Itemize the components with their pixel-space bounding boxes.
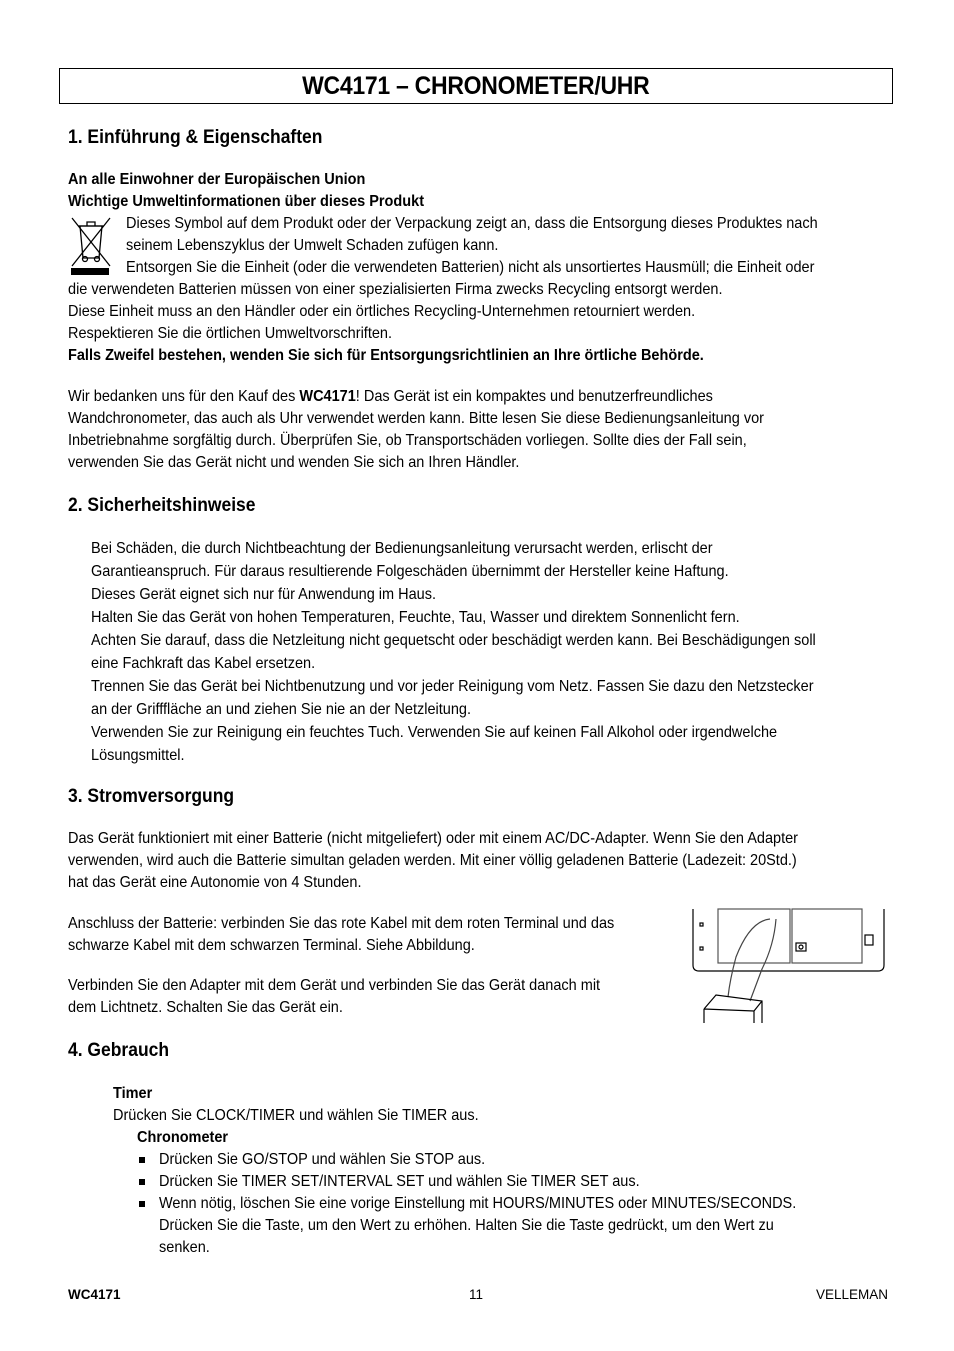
safety-line: Achten Sie darauf, dass die Netzleitung nicht gequetscht oder beschädigt werden kann. Bei Beschädigungen soll xyxy=(91,632,816,649)
eu-line-6: Respektieren Sie die örtlichen Umweltvorschriften. xyxy=(68,325,393,342)
list-item-text: Wenn nötig, löschen Sie eine vorige Einstellung mit HOURS/MINUTES oder MINUTES/SECONDS. xyxy=(159,1195,797,1212)
safety-line: an der Grifffläche an und ziehen Sie nie an der Netzleitung. xyxy=(91,701,472,718)
safety-line: Verwenden Sie zur Reinigung ein feuchtes Tuch. Verwenden Sie auf keinen Fall Alkohol oder irgendwelche xyxy=(91,724,778,741)
safety-line: Bei Schäden, die durch Nichtbeachtung der Bedienungsanleitung verursacht werden, erlischt der xyxy=(91,540,713,557)
thanks-line-3: Inbetriebnahme sorgfältig durch. Überprüfen Sie, ob Transportschäden vorliegen. Sollte dies der Fall sein, xyxy=(68,432,747,449)
section-3-heading: 3. Stromversorgung xyxy=(68,786,235,807)
chrono-label: Chronometer xyxy=(137,1129,229,1146)
safety-line: Dieses Gerät eignet sich nur für Anwendung im Haus. xyxy=(91,586,437,603)
thanks-pre: Wir bedanken uns für den Kauf des xyxy=(68,388,300,405)
list-item-text: Drücken Sie GO/STOP und wählen Sie STOP aus. xyxy=(159,1151,486,1168)
thanks-model: WC4171 xyxy=(299,388,356,405)
footer-model: WC4171 xyxy=(68,1287,121,1302)
list-item-text: Drücken Sie die Taste, um den Wert zu erhöhen. Halten Sie die Taste gedrückt, um den Wert zu xyxy=(159,1217,774,1234)
eu-bold-note: Falls Zweifel bestehen, wenden Sie sich für Entsorgungsrichtlinien an Ihre örtliche Behörde. xyxy=(68,347,704,364)
battery-connection-figure xyxy=(690,905,886,1027)
power-line: dem Lichtnetz. Schalten Sie das Gerät ein. xyxy=(68,999,343,1016)
safety-text xyxy=(91,537,891,767)
weee-bin-icon xyxy=(68,212,114,278)
power-line: schwarze Kabel mit dem schwarzen Terminal. Siehe Abbildung. xyxy=(68,937,475,954)
safety-line: Halten Sie das Gerät von hohen Temperaturen, Feuchte, Tau, Wasser und direktem Sonnenlicht fern. xyxy=(91,609,740,626)
power-line: verwenden, wird auch die Batterie simultan geladen werden. Mit einer völlig geladenen Batterie (Ladezeit: 20Std.) xyxy=(68,852,797,869)
eu-heading-1: An alle Einwohner der Europäischen Union xyxy=(68,171,366,188)
power-line: hat das Gerät eine Autonomie von 4 Stunden. xyxy=(68,874,362,891)
list-item xyxy=(137,1171,893,1193)
power-paragraph-1 xyxy=(68,828,888,894)
list-item-text: Drücken Sie TIMER SET/INTERVAL SET und wählen Sie TIMER SET aus. xyxy=(159,1173,640,1190)
timer-label: Timer xyxy=(113,1085,153,1102)
section-1-heading: 1. Einführung & Eigenschaften xyxy=(68,127,323,148)
section-4-heading: 4. Gebrauch xyxy=(68,1040,170,1061)
title-box xyxy=(59,68,893,104)
safety-line: Trennen Sie das Gerät bei Nichtbenutzung und vor jeder Reinigung vom Netz. Fassen Sie dazu den Netzstecker xyxy=(91,678,814,695)
power-paragraph-2 xyxy=(68,913,678,957)
eu-heading-2: Wichtige Umweltinformationen über dieses Produkt xyxy=(68,193,425,210)
safety-line: Lösungsmittel. xyxy=(91,747,185,764)
power-paragraph-3 xyxy=(68,975,678,1019)
thanks-line-2: Wandchronometer, das auch als Uhr verwendet werden kann. Bitte lesen Sie diese Bedienungsanleitung vor xyxy=(68,410,764,427)
thanks-post: ! Das Gerät ist ein kompaktes und benutzerfreundliches xyxy=(355,388,713,405)
footer-page-number: 11 xyxy=(469,1287,484,1302)
list-item xyxy=(137,1149,893,1171)
eu-line-2: seinem Lebenszyklus der Umwelt Schaden zufügen kann. xyxy=(126,237,499,254)
safety-line: eine Fachkraft das Kabel ersetzen. xyxy=(91,655,316,672)
chrono-steps xyxy=(137,1149,893,1259)
list-item-text: senken. xyxy=(159,1239,210,1256)
list-item xyxy=(137,1193,893,1259)
thanks-line-1 xyxy=(68,386,831,408)
eu-line-4: die verwendeten Batterien müssen von einer spezialisierten Firma zwecks Recycling entsorgt werden. xyxy=(68,281,723,298)
page-title: WC4171 – CHRONOMETER/UHR xyxy=(302,72,650,100)
eu-text-indented xyxy=(126,213,896,279)
safety-line: Garantieanspruch. Für daraus resultierende Folgeschäden übernimmt der Hersteller keine Haftung. xyxy=(91,563,729,580)
eu-line-3: Entsorgen Sie die Einheit (oder die verwendeten Batterien) nicht als unsortiertes Hausmüll; die Einheit oder xyxy=(126,259,815,276)
eu-headings xyxy=(68,169,888,213)
eu-line-5: Diese Einheit muss an den Händler oder ein örtliches Recycling-Unternehmen retourniert werden. xyxy=(68,303,696,320)
section-2-heading: 2. Sicherheitshinweise xyxy=(68,495,256,516)
thanks-line-4: verwenden Sie das Gerät nicht und wenden Sie sich an Ihren Händler. xyxy=(68,454,520,471)
timer-text: Drücken Sie CLOCK/TIMER und wählen Sie TIMER aus. xyxy=(113,1107,479,1124)
usage-block xyxy=(113,1083,893,1259)
power-line: Das Gerät funktioniert mit einer Batterie (nicht mitgeliefert) oder mit einem AC/DC-Adapter. Wenn Sie den Adapter xyxy=(68,830,799,847)
power-line: Verbinden Sie den Adapter mit dem Gerät und verbinden Sie das Gerät danach mit xyxy=(68,977,601,994)
eu-line-1: Dieses Symbol auf dem Produkt oder der Verpackung zeigt an, dass die Entsorgung dieses Produktes nach xyxy=(126,215,818,232)
thanks-paragraph xyxy=(68,386,888,474)
eu-text xyxy=(68,279,888,367)
power-line: Anschluss der Batterie: verbinden Sie das rote Kabel mit dem roten Terminal und das xyxy=(68,915,615,932)
footer-brand: VELLEMAN xyxy=(816,1287,889,1302)
